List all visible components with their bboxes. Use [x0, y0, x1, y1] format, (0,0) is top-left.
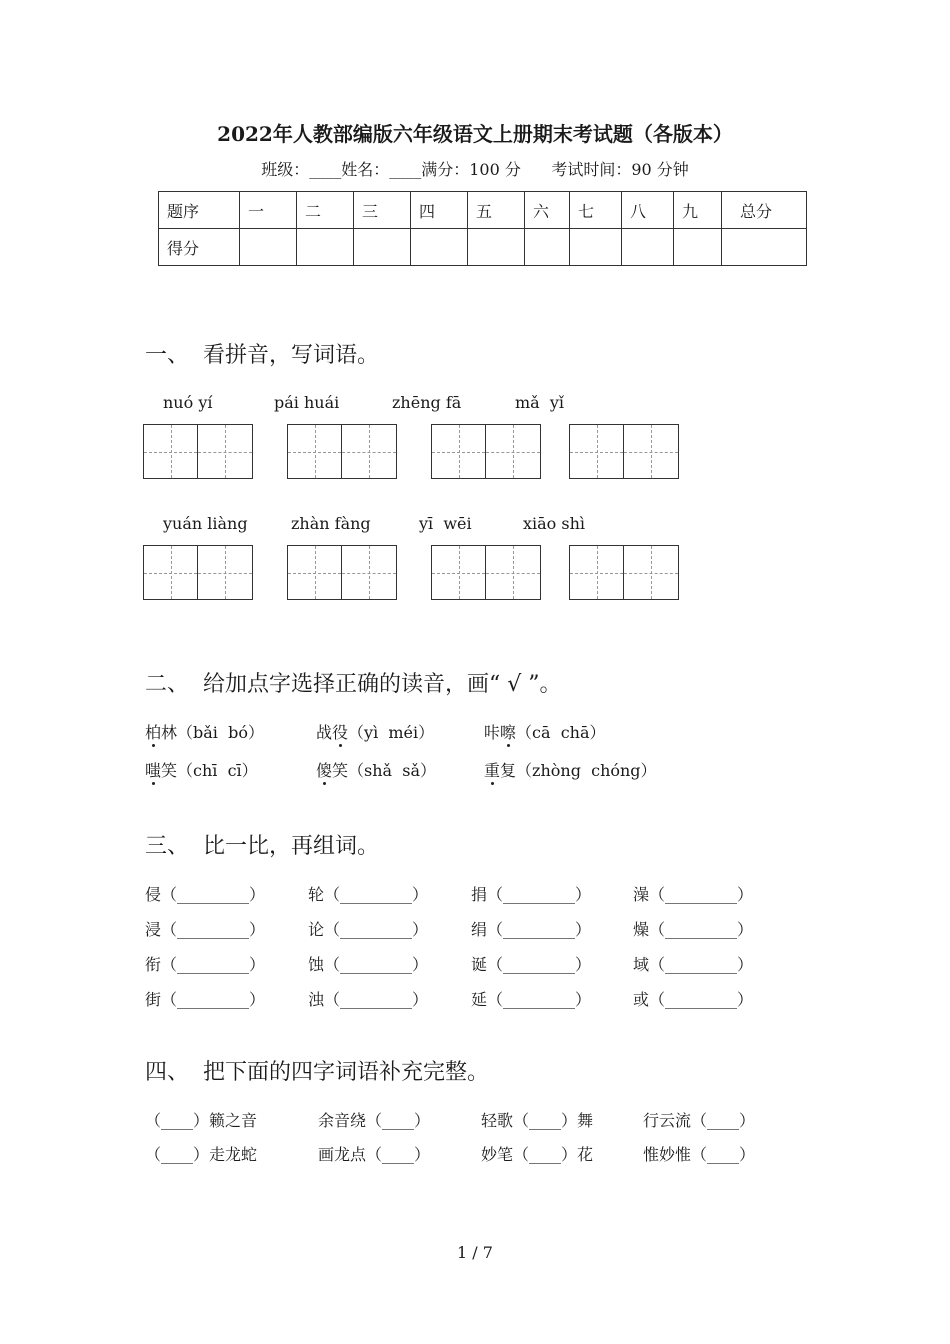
score-cell: 题序	[159, 192, 240, 229]
word-blank[interactable]: 燥（_________）	[633, 920, 754, 939]
score-input-cell[interactable]	[622, 229, 674, 266]
word-blank[interactable]: 或（_________）	[633, 990, 754, 1009]
tianzige-box[interactable]	[287, 545, 397, 600]
score-table	[158, 191, 807, 266]
score-table-header-row	[159, 192, 807, 229]
score-cell: 三	[354, 192, 411, 229]
pinyin-label: yī wēi	[419, 514, 472, 533]
exam-info: 班级：____姓名：____满分：100 分 考试时间：90 分钟	[261, 160, 689, 179]
pinyin-label: xiāo shì	[523, 514, 586, 533]
score-input-cell[interactable]	[570, 229, 622, 266]
item-rest: 笑（chī cī）	[161, 761, 258, 780]
word-blank[interactable]: 诞（_________）	[471, 955, 592, 974]
section3-heading: 三、 比一比，再组词。	[145, 834, 379, 859]
word-blank[interactable]: 蚀（_________）	[308, 955, 429, 974]
tianzige-box[interactable]	[431, 424, 541, 479]
dotted-char: 嗤	[145, 758, 161, 781]
word-blank[interactable]: 绢（_________）	[471, 920, 592, 939]
tianzige-box[interactable]	[431, 545, 541, 600]
pinyin-label: zhàn fàng	[291, 514, 371, 533]
section4-heading: 四、 把下面的四字词语补充完整。	[145, 1060, 489, 1085]
score-cell: 七	[570, 192, 622, 229]
item-rest: （yì méi）	[348, 723, 435, 742]
page-number: 1 / 7	[457, 1243, 493, 1262]
score-cell: 一	[240, 192, 297, 229]
pinyin-label: pái huái	[274, 393, 340, 412]
tianzige-box[interactable]	[569, 424, 679, 479]
score-input-cell[interactable]	[240, 229, 297, 266]
word-blank[interactable]: 轮（_________）	[308, 885, 429, 904]
score-cell: 总分	[722, 192, 807, 229]
item-pre: 战	[316, 723, 333, 742]
dotted-char: 傻	[316, 758, 332, 781]
score-input-cell[interactable]	[468, 229, 525, 266]
item-rest: 笑（shǎ sǎ）	[332, 761, 436, 780]
score-cell: 二	[297, 192, 354, 229]
word-blank[interactable]: 衔（_________）	[145, 955, 266, 974]
pronunciation-item[interactable]	[145, 758, 258, 781]
word-blank[interactable]: 论（_________）	[308, 920, 429, 939]
dotted-char: 嚓	[500, 720, 516, 743]
score-cell: 得分	[159, 229, 240, 266]
idiom-blank[interactable]: 惟妙惟（____）	[643, 1145, 756, 1164]
word-blank[interactable]: 捐（_________）	[471, 885, 592, 904]
page-title: 2022年人教部编版六年级语文上册期末考试题（各版本）	[217, 122, 733, 146]
word-blank[interactable]: 侵（_________）	[145, 885, 266, 904]
score-input-cell[interactable]	[411, 229, 468, 266]
word-blank[interactable]: 浸（_________）	[145, 920, 266, 939]
idiom-blank[interactable]: （____）走龙蛇	[145, 1145, 258, 1164]
score-cell: 四	[411, 192, 468, 229]
pinyin-label: zhēng fā	[392, 393, 462, 412]
pinyin-label: nuó yí	[163, 393, 213, 412]
dotted-char: 柏	[145, 720, 161, 743]
tianzige-box[interactable]	[287, 424, 397, 479]
word-blank[interactable]: 域（_________）	[633, 955, 754, 974]
pronunciation-item[interactable]	[484, 758, 657, 781]
score-input-cell[interactable]	[722, 229, 807, 266]
score-cell: 八	[622, 192, 674, 229]
idiom-blank[interactable]: 画龙点（____）	[318, 1145, 431, 1164]
word-blank[interactable]: 延（_________）	[471, 990, 592, 1009]
score-input-cell[interactable]	[674, 229, 722, 266]
dotted-char: 役	[332, 720, 348, 743]
item-pre: 咔	[484, 723, 501, 742]
score-cell: 九	[674, 192, 722, 229]
word-blank[interactable]: 澡（_________）	[633, 885, 754, 904]
tianzige-box[interactable]	[143, 545, 253, 600]
section2-heading: 二、 给加点字选择正确的读音，画“ √ ”。	[145, 672, 562, 697]
idiom-blank[interactable]: （____）籁之音	[145, 1111, 258, 1130]
section1-heading: 一、 看拼音，写词语。	[145, 343, 379, 368]
item-rest: 复（zhòng chóng）	[500, 761, 657, 780]
tianzige-box[interactable]	[143, 424, 253, 479]
score-input-cell[interactable]	[354, 229, 411, 266]
idiom-blank[interactable]: 余音绕（____）	[318, 1111, 431, 1130]
pronunciation-item[interactable]	[484, 720, 606, 743]
score-input-cell[interactable]	[297, 229, 354, 266]
idiom-blank[interactable]: 妙笔（____）花	[481, 1145, 594, 1164]
pronunciation-item[interactable]	[316, 758, 436, 781]
item-rest: （cā chā）	[516, 723, 606, 742]
tianzige-box[interactable]	[569, 545, 679, 600]
score-cell: 五	[468, 192, 525, 229]
score-input-cell[interactable]	[525, 229, 570, 266]
idiom-blank[interactable]: 轻歌（____）舞	[481, 1111, 594, 1130]
word-blank[interactable]: 街（_________）	[145, 990, 266, 1009]
score-table-score-row	[159, 229, 807, 266]
idiom-blank[interactable]: 行云流（____）	[643, 1111, 756, 1130]
score-cell: 六	[525, 192, 570, 229]
item-rest: 林（bǎi bó）	[161, 723, 264, 742]
word-blank[interactable]: 浊（_________）	[308, 990, 429, 1009]
dotted-char: 重	[484, 758, 500, 781]
pinyin-label: yuán liàng	[163, 514, 248, 533]
pronunciation-item[interactable]	[145, 720, 264, 743]
pinyin-label: mǎ yǐ	[515, 393, 565, 412]
pronunciation-item[interactable]	[316, 720, 434, 743]
